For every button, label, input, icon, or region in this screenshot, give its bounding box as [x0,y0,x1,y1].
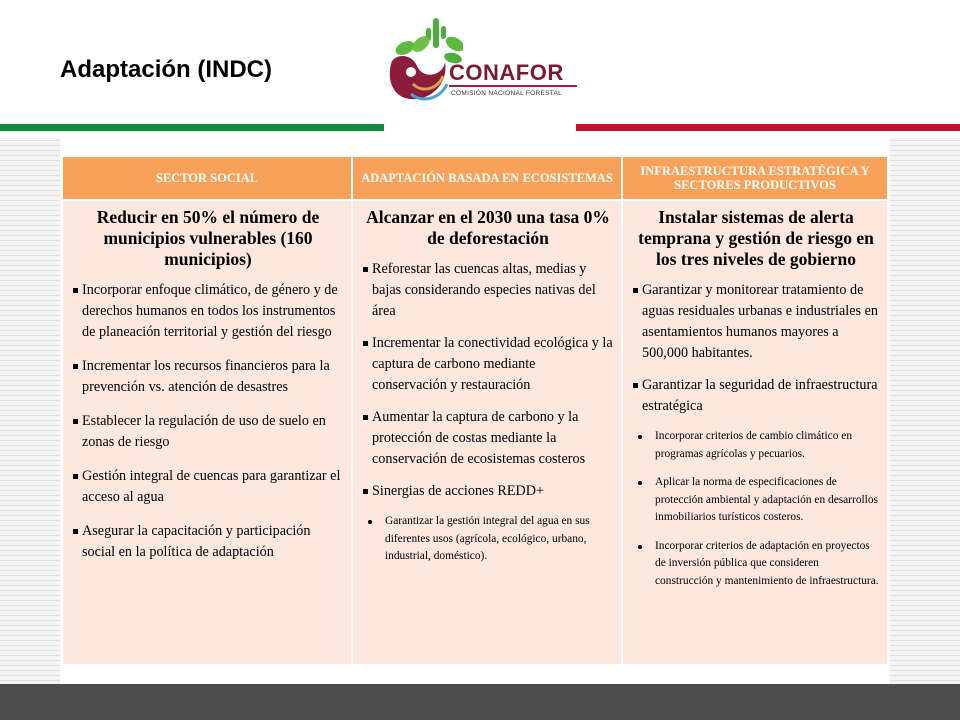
list-item: Aumentar la captura de carbono y la protección de costas mediante la conservación de ecosistemas costeros [363,407,613,470]
column-sector-social [63,157,351,664]
column-goal: Instalar sistemas de alerta temprana y gestión de riesgo en los tres niveles de gobierno [638,207,874,269]
column-header: INFRAESTRUCTURA ESTRATÉGICA Y SECTORES PRODUCTIVOS [623,157,887,199]
slide-title: Adaptación (INDC) [60,56,272,83]
column-header: ADAPTACIÓN BASADA EN ECOSISTEMAS [353,157,621,199]
list-item: Reforestar las cuencas altas, medias y bajas considerando especies nativas del área [363,259,613,322]
flag-stripe-red [576,124,960,131]
logo-divider [449,85,577,87]
list-item: Incrementar la conectividad ecológica y la captura de carbono mediante conservación y restauración [363,333,613,396]
list-item: Asegurar la capacitación y participación social en la política de adaptación [73,521,343,563]
sub-list-item: Aplicar la norma de especificaciones de protección ambiental y adaptación en desarrollos inmobiliarios turísticos costeros. [633,474,879,527]
list-item: Establecer la regulación de uso de suelo en zonas de riesgo [73,411,343,453]
column-body [63,201,351,664]
list-item: Sinergias de acciones REDD+ [363,481,613,502]
logo-subtitle: COMISIÓN NACIONAL FORESTAL [451,90,563,97]
list-item: Incrementar los recursos financieros para la prevención vs. atención de desastres [73,356,343,398]
sub-list-item: Garantizar la gestión integral del agua en sus diferentes usos (agrícola, ecológico, urbano, industrial, doméstico). [363,513,613,566]
column-ecosystems [353,157,621,664]
conafor-logo [383,14,583,114]
column-body [623,201,887,664]
list-item: Garantizar la seguridad de infraestructura estratégica [633,375,879,417]
flag-stripe-green [0,124,384,131]
column-body [353,201,621,664]
list-item: Gestión integral de cuencas para garantizar el acceso al agua [73,466,343,508]
list-item: Incorporar enfoque climático, de género y de derechos humanos en todos los instrumentos de planeación territorial y gestión del riesgo [73,280,343,343]
adaptation-table [63,157,887,664]
column-goal: Reducir en 50% el número de municipios vulnerables (160 municipios) [96,207,320,269]
list-item: Garantizar y monitorear tratamiento de aguas residuales urbanas e industriales en asentamientos humanos mayores a 500,000 habitantes. [633,280,879,364]
column-goal: Alcanzar en el 2030 una tasa 0% de deforestación [366,207,610,248]
column-infrastructure [623,157,887,664]
sub-list-item: Incorporar criterios de adaptación en proyectos de inversión pública que consideren construcción y mantenimiento de infraestructura. [633,538,879,591]
flag-stripe-white [384,124,576,131]
footer-bar [0,684,960,720]
column-header: SECTOR SOCIAL [63,157,351,199]
logo-name: CONAFOR [449,60,564,85]
sub-list-item: Incorporar criterios de cambio climático en programas agrícolas y pecuarios. [633,428,879,463]
